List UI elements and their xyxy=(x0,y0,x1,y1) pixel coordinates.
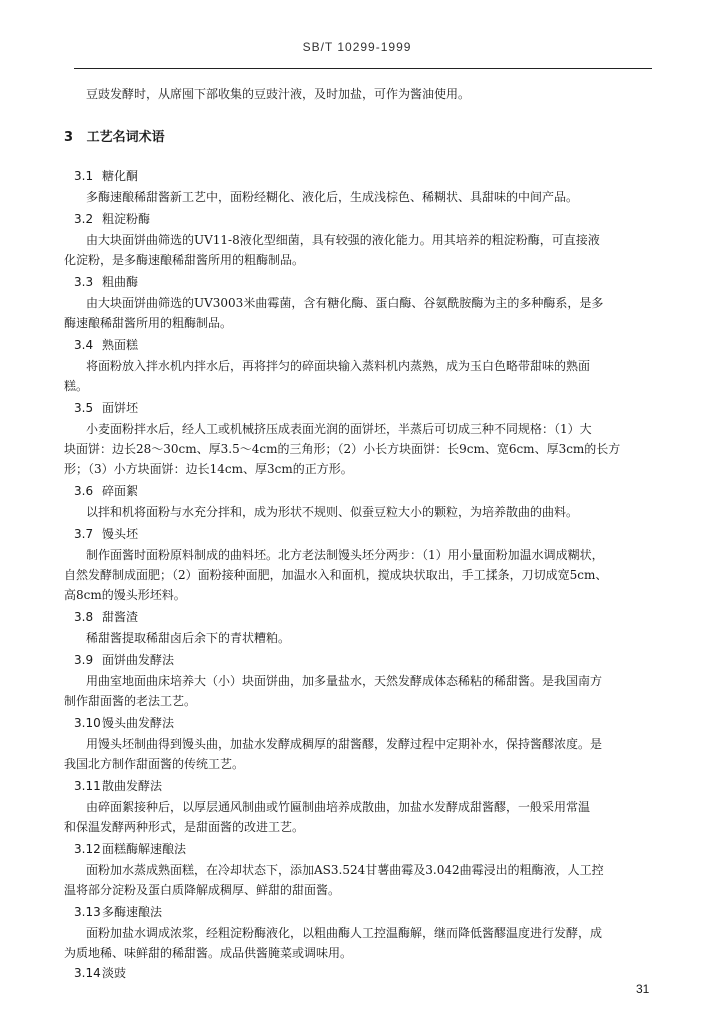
term-number: 3.13 xyxy=(74,905,101,919)
term-definition: 由大块面饼曲筛选的UV3003米曲霉菌，含有糖化酶、蛋白酶、谷氨酰胺酶为主的多种酶系，是多 xyxy=(86,296,604,310)
term-heading xyxy=(74,610,138,625)
section-number: 3 xyxy=(64,130,74,145)
section-title: 工艺名词术语 xyxy=(86,130,165,145)
term-definition: 面粉加盐水调成浓浆，经粗淀粉酶液化，以粗曲酶人工控温酶解，继而降低酱醪温度进行发酵，成 xyxy=(86,926,603,940)
intro-paragraph: 豆豉发酵时，从席囤下部收集的豆豉汁液，及时加盐，可作为酱油使用。 xyxy=(86,87,471,101)
term-definition: 制作甜面酱的老法工艺。 xyxy=(64,694,197,708)
header-rule xyxy=(74,68,652,69)
term-definition: 用曲室地面曲床培养大（小）块面饼曲，加多量盐水，天然发酵成体态稀粘的稀甜酱。是我国南方 xyxy=(86,674,603,688)
term-heading xyxy=(74,401,138,416)
term-number: 3.9 xyxy=(74,653,94,667)
term-title: 馒头坯 xyxy=(102,527,139,541)
term-number: 3.8 xyxy=(74,610,94,624)
term-definition: 酶速酿稀甜酱所用的粗酶制品。 xyxy=(64,316,233,330)
term-definition: 面粉加水蒸成熟面糕，在冷却状态下，添加AS3.524甘薯曲霉及3.042曲霉浸出的粗酶液，人工控 xyxy=(86,863,604,877)
term-heading xyxy=(74,527,138,542)
term-number: 3.7 xyxy=(74,527,94,541)
term-definition: 用馒头坯制曲得到馒头曲，加盐水发酵成稠厚的甜酱醪，发酵过程中定期补水，保持酱醪浓度。是 xyxy=(86,737,603,751)
term-heading xyxy=(74,716,174,731)
term-definition: 以拌和机将面粉与水充分拌和，成为形状不规则、似蚕豆粒大小的颗粒，为培养散曲的曲料。 xyxy=(86,505,579,519)
term-definition: 将面粉放入拌水机内拌水后，再将拌匀的碎面块输入蒸料机内蒸熟，成为玉白色略带甜味的熟面 xyxy=(86,359,591,373)
term-heading xyxy=(74,484,138,499)
term-definition: 温将部分淀粉及蛋白质降解成稠厚、鲜甜的甜面酱。 xyxy=(64,883,341,897)
term-definition: 由大块面饼曲筛选的UV11-8液化型细菌，具有较强的液化能力。用其培养的粗淀粉酶，可直接液 xyxy=(86,233,600,247)
term-heading xyxy=(74,338,138,353)
term-number: 3.6 xyxy=(74,484,94,498)
term-definition: 自然发酵制成面肥；（2）面粉接种面肥，加温水入和面机，搅成块状取出，手工揉条，刀切成宽5cm、 xyxy=(64,568,608,582)
term-title: 甜酱渣 xyxy=(102,610,139,624)
term-definition: 多酶速酿稀甜酱新工艺中，面粉经糊化、液化后，生成浅棕色、稀糊状、具甜味的中间产品。 xyxy=(86,190,579,204)
term-number: 3.1 xyxy=(74,169,94,183)
term-heading xyxy=(74,275,138,290)
term-heading xyxy=(74,905,162,920)
term-number: 3.14 xyxy=(74,966,101,980)
term-definition: 我国北方制作甜面酱的传统工艺。 xyxy=(64,757,245,771)
term-title: 碎面絮 xyxy=(102,484,139,498)
term-heading xyxy=(74,842,186,857)
page-number: 31 xyxy=(636,982,650,996)
term-title: 粗淀粉酶 xyxy=(102,212,151,226)
term-title: 熟面糕 xyxy=(102,338,139,352)
term-definition: 和保温发酵两种形式，是甜面酱的改进工艺。 xyxy=(64,820,305,834)
term-title: 面饼曲发酵法 xyxy=(102,653,175,667)
term-heading xyxy=(74,169,138,184)
term-definition: 为质地稀、味鲜甜的稀甜酱。成品供酱腌菜或调味用。 xyxy=(64,946,353,960)
term-title: 粗曲酶 xyxy=(102,275,139,289)
term-number: 3.5 xyxy=(74,401,94,415)
term-definition: 稀甜酱提取稀甜卤后余下的青状糟粕。 xyxy=(86,631,291,645)
term-definition: 高8cm的馒头形坯料。 xyxy=(64,588,186,602)
section-heading xyxy=(64,130,165,145)
term-heading xyxy=(74,212,150,227)
term-definition: 块面饼：边长28～30cm、厚3.5～4cm的三角形；（2）小长方块面饼：长9cm、宽6cm、厚3cm的长方 xyxy=(64,442,621,456)
term-definition: 化淀粉，是多酶速酿稀甜酱所用的粗酶制品。 xyxy=(64,253,305,267)
term-number: 3.2 xyxy=(74,212,94,226)
term-heading xyxy=(74,653,174,668)
term-number: 3.3 xyxy=(74,275,94,289)
term-definition: 形；（3）小方块面饼：边长14cm、厚3cm的正方形。 xyxy=(64,462,353,476)
term-definition: 由碎面絮接种后，以厚层通风制曲或竹匾制曲培养成散曲，加盐水发酵成甜酱醪，一般采用常温 xyxy=(86,800,591,814)
term-title: 面糕酶解速酿法 xyxy=(102,842,187,856)
term-definition: 糕。 xyxy=(64,379,89,393)
term-number: 3.4 xyxy=(74,338,94,352)
term-title: 馒头曲发酵法 xyxy=(102,716,175,730)
term-definition: 小麦面粉拌水后，经人工或机械挤压成表面光润的面饼坯，半蒸后可切成三种不同规格：（1）大 xyxy=(86,422,592,436)
term-number: 3.10 xyxy=(74,716,101,730)
term-title: 多酶速酿法 xyxy=(102,905,163,919)
term-title: 散曲发酵法 xyxy=(102,779,163,793)
term-title: 面饼坯 xyxy=(102,401,139,415)
term-heading xyxy=(74,779,162,794)
term-number: 3.11 xyxy=(74,779,101,793)
term-title: 淡豉 xyxy=(102,966,127,980)
term-heading xyxy=(74,966,126,981)
standard-code: SB/T 10299-1999 xyxy=(302,40,412,54)
term-number: 3.12 xyxy=(74,842,101,856)
term-definition: 制作面酱时面粉原料制成的曲料坯。北方老法制馒头坯分两步：（1）用小量面粉加温水调成糊状， xyxy=(86,548,604,562)
term-title: 糖化酮 xyxy=(102,169,139,183)
